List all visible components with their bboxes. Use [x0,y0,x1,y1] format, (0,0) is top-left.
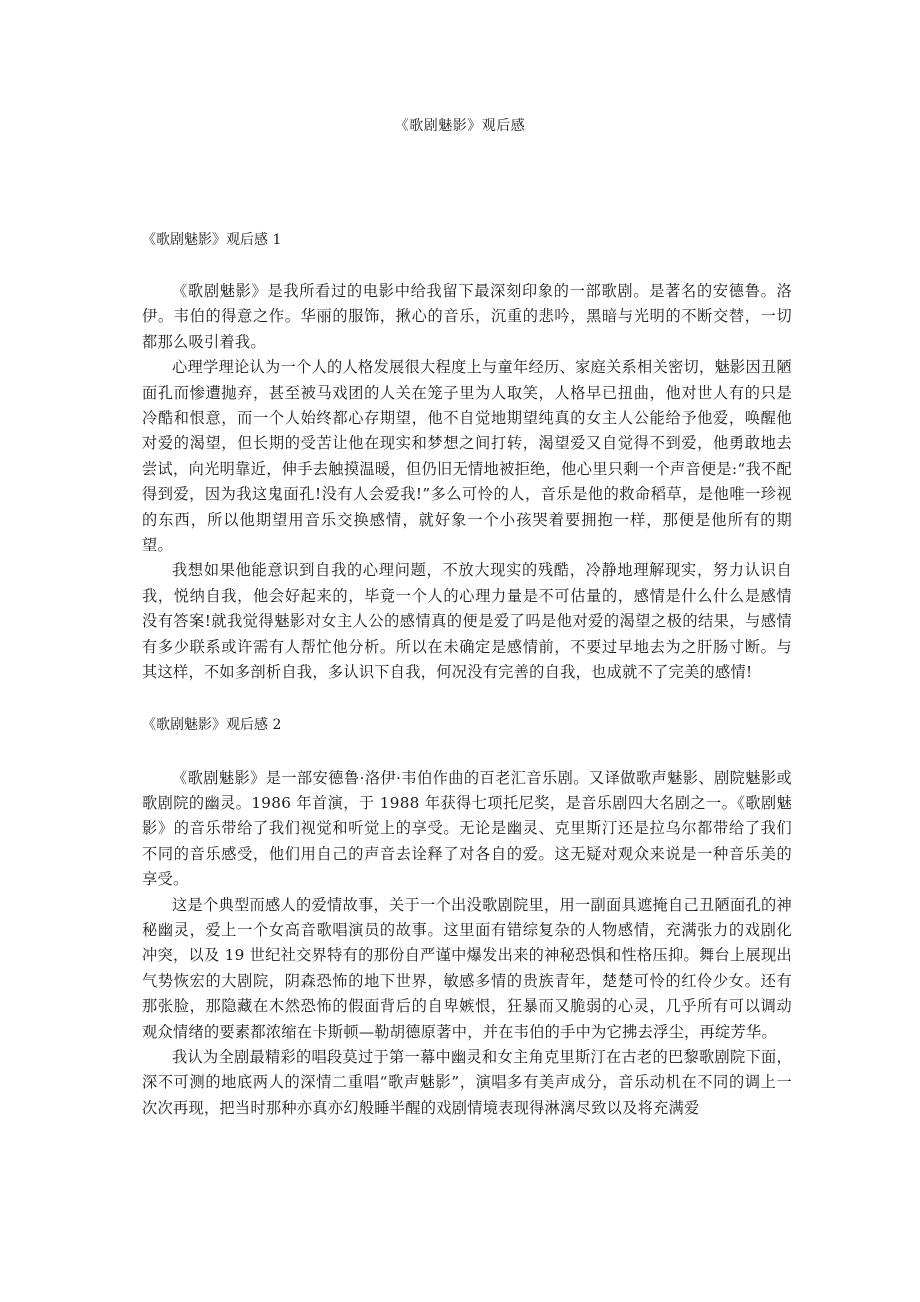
section-heading-2: 《歌剧魅影》观后感 2 [142,716,282,733]
document-title: 《歌剧魅影》观后感 [394,118,526,134]
paragraph: 我认为全剧最精彩的唱段莫过于第一幕中幽灵和女主角克里斯汀在古老的巴黎歌剧院下面，深不可测的地底两人的深情二重唱“歌声魅影”，演唱多有美声成分，音乐动机在不同的调上一次次再现，把当时那种亦真亦幻般睡半醒的戏剧情境表现得淋漓尽致以及将充满爱 [142,1047,792,1117]
document-body [142,229,792,1121]
paragraph: 我想如果他能意识到自我的心理问题，不放大现实的残酷，冷静地理解现实，努力认识自我，悦纳自我，他会好起来的，毕竟一个人的心理力量是不可估量的，感情是什么什么是感情没有答案!就我觉得魅影对女主人公的感情真的便是爱了吗是他对爱的渴望之极的结果，与感情有多少联系或许需有人帮忙他分析。所以在未确定是感情前，不要过早地去为之肝肠寸断。与其这样，不如多剖析自我，多认识下自我，何况没有完善的自我，也成就不了完美的感情! [142,561,792,682]
paragraph: 《歌剧魅影》是一部安德鲁·洛伊·韦伯作曲的百老汇音乐剧。又译做歌声魅影、剧院魅影或歌剧院的幽灵。1986 年首演，于 1988 年获得七项托尼奖，是音乐剧四大名剧之一。《歌剧魅影》的音乐带给了我们视觉和听觉上的享受。无论是幽灵、克里斯汀还是拉乌尔都带给了我们不同的音乐感受，他们用自己的声音去诠释了对各自的爱。这无疑对观众来说是一种音乐美的享受。 [142,768,792,889]
section-heading-1: 《歌剧魅影》观后感 1 [142,232,282,248]
paragraph: 心理学理论认为一个人的人格发展很大程度上与童年经历、家庭关系相关密切，魅影因丑陋面孔而惨遭抛弃，甚至被马戏团的人关在笼子里为人取笑，人格早已扭曲，他对世人有的只是冷酷和恨意，而一个人始终都心存期望，他不自觉地期望纯真的女主人公能给予他爱，唤醒他对爱的渴望，但长期的受苦让他在现实和梦想之间打转，渴望爱又自觉得不到爱，他勇敢地去尝试，向光明靠近，伸手去触摸温暖，但仍旧无情地被拒绝，他心里只剩一个声音便是:“我不配得到爱，因为我这鬼面孔!没有人会爱我!”多么可怜的人，音乐是他的救命稻草，是他唯一珍视的东西，所以他期望用音乐交换感情，就好象一个小孩哭着要拥抱一样，那便是他所有的期望。 [142,358,792,555]
paragraph: 这是个典型而感人的爱情故事，关于一个出没歌剧院里，用一副面具遮掩自己丑陋面孔的神秘幽灵，爱上一个女高音歌唱演员的故事。这里面有错综复杂的人物感情，充满张力的戏剧化冲突，以及 19 世纪社交界特有的那份自严谨中爆发出来的神秘恐惧和性格压抑。舞台上展现出气势恢宏的大剧院，阴森恐怖的地下世界，敏感多情的贵族青年，楚楚可怜的红伶少女。还有那张脸，那隐藏在木然恐怖的假面背后的自卑嫉恨，狂暴而又脆弱的心灵，几乎所有可以调动观众情绪的要素都浓缩在卡斯顿—勒胡德原著中，并在韦伯的手中为它拂去浮尘，再绽芳华。 [142,895,792,1041]
paragraph: 《歌剧魅影》是我所看过的电影中给我留下最深刻印象的一部歌剧。是著名的安德鲁。洛伊。韦伯的得意之作。华丽的服饰，揪心的音乐，沉重的悲吟，黑暗与光明的不断交替，一切都那么吸引着我。 [142,282,792,351]
